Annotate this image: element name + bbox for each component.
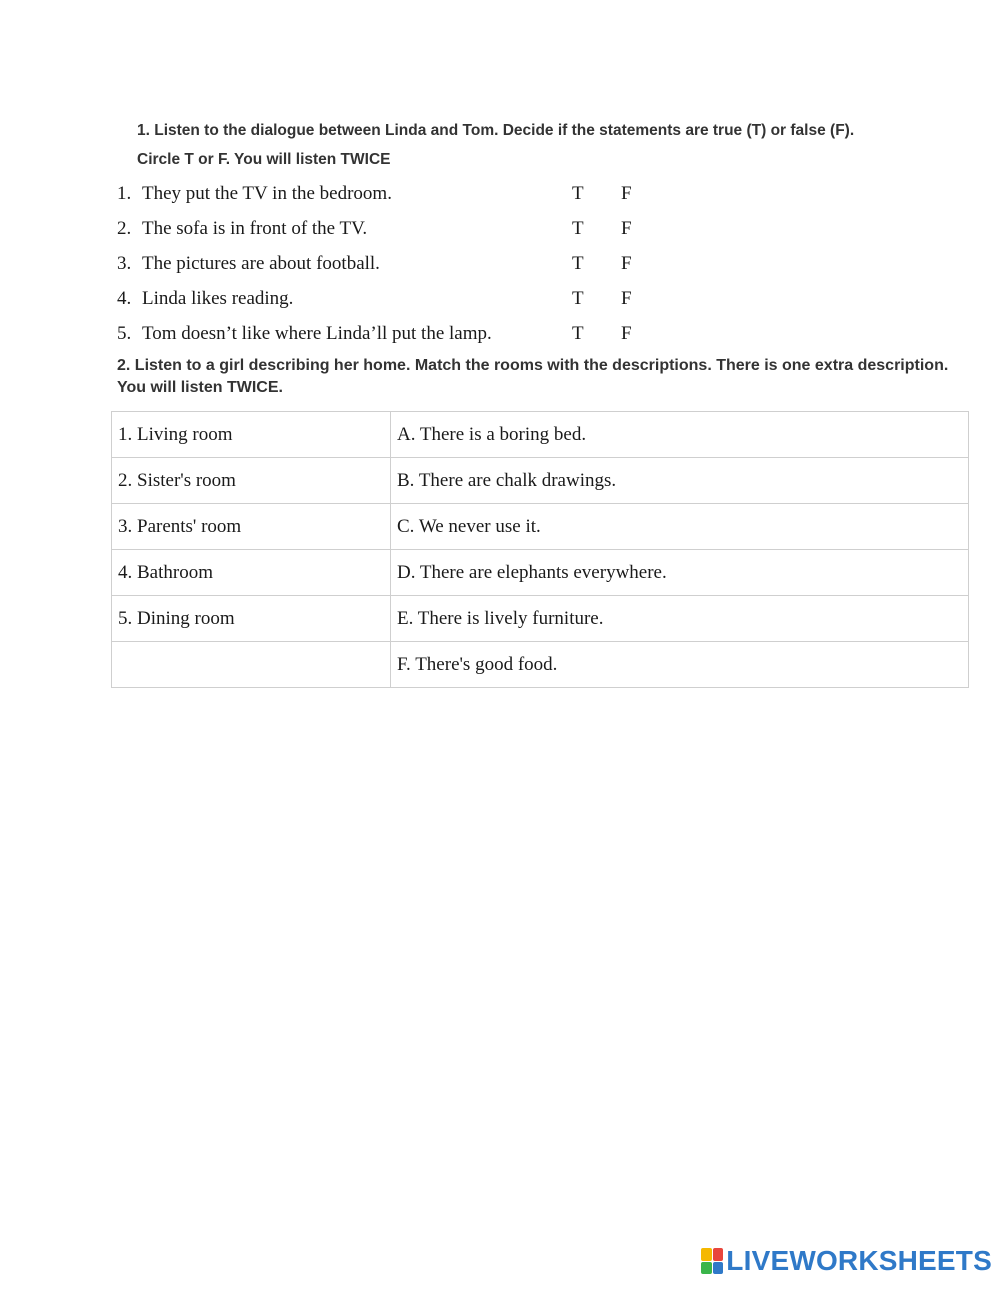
logo-square (713, 1248, 724, 1261)
tf-item-statement: The sofa is in front of the TV. (142, 218, 368, 239)
tf-item-number: 2. (117, 218, 132, 239)
description-cell: E. There is lively furniture. (391, 596, 969, 642)
room-cell (112, 642, 391, 688)
tf-item-statement: They put the TV in the bedroom. (142, 183, 392, 204)
false-option[interactable]: F (621, 288, 632, 309)
table-row (112, 412, 969, 458)
tf-item (117, 281, 677, 316)
table-row (112, 550, 969, 596)
room-cell: 1. Living room (112, 412, 391, 458)
true-option[interactable]: T (572, 218, 584, 239)
table-row (112, 642, 969, 688)
description-cell: A. There is a boring bed. (391, 412, 969, 458)
false-option[interactable]: F (621, 253, 632, 274)
tf-item-statement: Tom doesn’t like where Linda’ll put the lamp. (142, 323, 492, 344)
logo-square (713, 1262, 724, 1275)
tf-item (117, 316, 677, 351)
tf-item (117, 176, 677, 211)
room-cell: 2. Sister's room (112, 458, 391, 504)
room-cell: 5. Dining room (112, 596, 391, 642)
true-option[interactable]: T (572, 288, 584, 309)
false-option[interactable]: F (621, 218, 632, 239)
true-false-list (117, 176, 677, 351)
tf-item-number: 3. (117, 253, 132, 274)
tf-item (117, 211, 677, 246)
exercise2-instruction-line2: description. You will listen TWICE. (117, 357, 949, 396)
logo-square (701, 1262, 712, 1275)
table-row (112, 504, 969, 550)
room-cell: 4. Bathroom (112, 550, 391, 596)
exercise1-instruction-line2: Circle T or F. You will listen TWICE (137, 151, 391, 168)
room-cell: 3. Parents' room (112, 504, 391, 550)
true-option[interactable]: T (572, 183, 584, 204)
table-row (112, 596, 969, 642)
tf-item-statement: Linda likes reading. (142, 288, 294, 309)
matching-table (111, 411, 969, 688)
false-option[interactable]: F (621, 323, 632, 344)
description-cell: C. We never use it. (391, 504, 969, 550)
exercise2-instructions (117, 355, 967, 399)
true-option[interactable]: T (572, 253, 584, 274)
exercise1-instructions (137, 116, 957, 174)
description-cell: B. There are chalk drawings. (391, 458, 969, 504)
tf-item (117, 246, 677, 281)
false-option[interactable]: F (621, 183, 632, 204)
tf-item-number: 5. (117, 323, 132, 344)
logo-text: LIVEWORKSHEETS (726, 1245, 992, 1276)
exercise1-instruction-line1: 1. Listen to the dialogue between Linda and Tom. Decide if the statements are true (T) or false (F). (137, 122, 855, 139)
description-cell: F. There's good food. (391, 642, 969, 688)
tf-item-statement: The pictures are about football. (142, 253, 380, 274)
liveworksheets-logo-icon (701, 1248, 723, 1274)
description-cell: D. There are elephants everywhere. (391, 550, 969, 596)
tf-item-number: 1. (117, 183, 132, 204)
exercise2-instruction-line1: 2. Listen to a girl describing her home. Match the rooms with the descriptions. There is one extra (117, 357, 854, 374)
logo-square (701, 1248, 712, 1261)
true-option[interactable]: T (572, 323, 584, 344)
table-row (112, 458, 969, 504)
tf-item-number: 4. (117, 288, 132, 309)
liveworksheets-logo (701, 1245, 992, 1277)
